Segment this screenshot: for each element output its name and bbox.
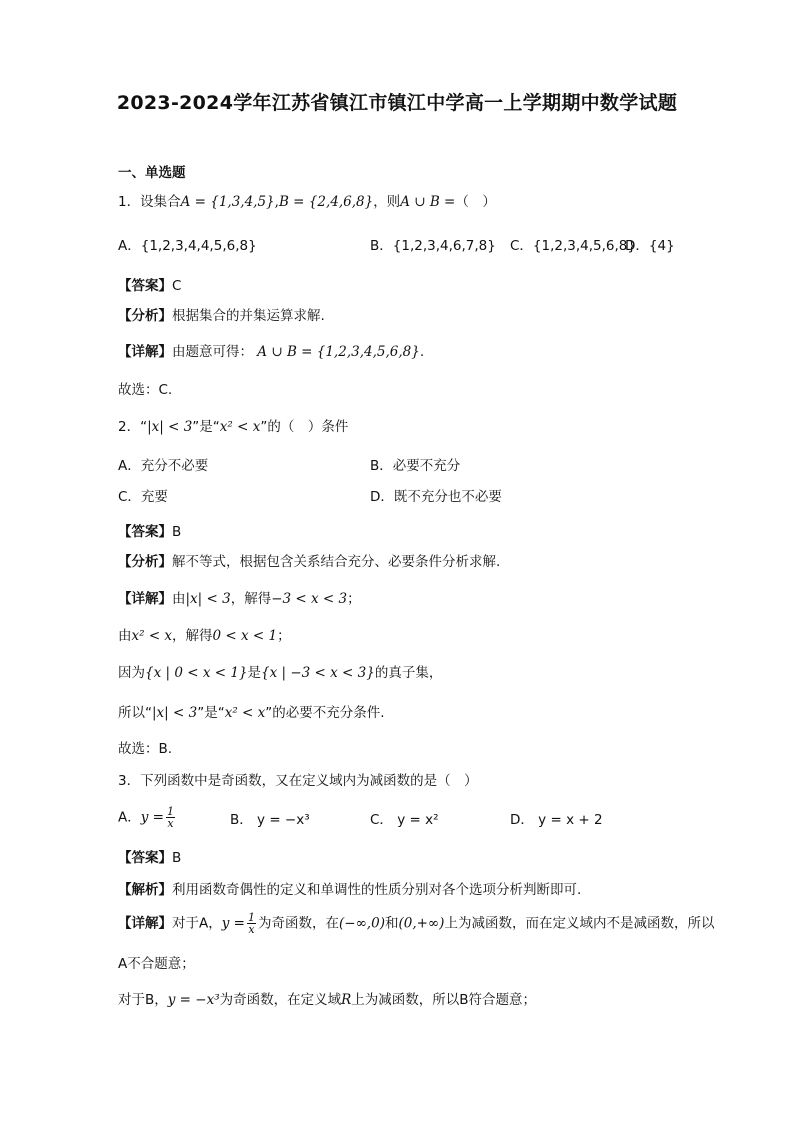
math-expression: {x | −3 < x < 3} (261, 665, 375, 681)
option-c: C．{1,2,3,4,5,6,8} (510, 238, 636, 254)
conclusion-line: 故选：B. (118, 741, 173, 757)
detail-text: 和 (384, 915, 399, 932)
stem-text: （ ） (455, 194, 496, 210)
detail-text: ； (347, 591, 361, 607)
detail-line: A不合题意； (118, 956, 195, 972)
math-expression: y = (221, 915, 245, 932)
math-expression: −3 < x < 3 (271, 591, 348, 607)
stem-text: ，则 (373, 194, 401, 210)
option-d: D． y = x + 2 (510, 812, 603, 828)
detail-text: 是 (247, 665, 262, 681)
detail-tag: 【详解】 (118, 591, 172, 607)
detail-text: ”的必要不充分条件. (265, 705, 385, 721)
stem-text: ”是“ (192, 419, 220, 435)
option-b: B． y = −x³ (230, 812, 310, 828)
analysis-line (118, 881, 581, 899)
answer-tag: 【答案】 (118, 524, 172, 540)
math-expression: A ∪ B = {1,2,3,4,5,6,8} (257, 344, 420, 360)
option-c: C． y = x² (370, 812, 439, 828)
fraction (247, 912, 256, 935)
analysis-tag: 【分析】 (118, 308, 172, 324)
analysis-text: 利用函数奇偶性的定义和单调性的性质分别对各个选项分析判断即可. (172, 882, 582, 898)
math-expression: A ∪ B = (400, 194, 456, 210)
option-a (118, 806, 177, 829)
detail-text: 上为减函数，而在定义域内不是减函数，所以 (444, 915, 715, 932)
detail-text: ，解得 (230, 591, 272, 607)
option-a: A．{1,2,3,4,4,5,6,8} (118, 238, 257, 254)
math-expression: x² < x (219, 419, 261, 435)
answer-line (118, 523, 181, 541)
detail-line (118, 627, 291, 645)
conclusion-line: 故选：C. (118, 382, 173, 398)
detail-line (118, 664, 442, 682)
fraction-denominator: x (167, 817, 174, 830)
math-expression: 0 < x < 1 (212, 628, 278, 644)
analysis-tag: 【分析】 (118, 554, 172, 570)
stem-text: ”的（ ）条件 (260, 419, 349, 435)
math-expression: (−∞,0) (338, 915, 385, 932)
detail-text: 由 (172, 591, 186, 607)
answer-value: B (172, 850, 182, 866)
option-label: A． (118, 809, 141, 826)
detail-text: 所以“ (118, 705, 152, 721)
detail-text: 对于A， (172, 915, 222, 932)
analysis-text: 解不等式，根据包含关系结合充分、必要条件分析求解. (172, 554, 501, 570)
detail-text: 的真子集， (374, 665, 443, 681)
analysis-line (118, 307, 325, 325)
detail-text: 由题意可得： (172, 344, 253, 360)
math-expression: |x| < 3 (147, 419, 193, 435)
question-2-stem (118, 418, 348, 436)
detail-line (118, 991, 536, 1009)
question-number: 3． (118, 773, 141, 789)
stem-text: “ (140, 419, 148, 435)
stem-text: 设集合 (140, 194, 181, 210)
detail-tag: 【详解】 (118, 915, 172, 932)
question-3-stem (118, 772, 478, 790)
analysis-text: 根据集合的并集运算求解. (172, 308, 325, 324)
answer-line (118, 277, 181, 295)
answer-line (118, 849, 181, 867)
option-c: C．充要 (118, 489, 168, 505)
math-expression: (0,+∞) (398, 915, 445, 932)
fraction-numerator: 1 (247, 911, 255, 924)
detail-text: 由 (118, 628, 132, 644)
math-expression: y = (140, 809, 164, 826)
option-a: A．充分不必要 (118, 458, 209, 474)
option-d: D．既不充分也不必要 (370, 489, 502, 505)
detail-text: ； (277, 628, 291, 644)
math-expression: R (341, 992, 352, 1008)
analysis-tag: 【解析】 (118, 882, 172, 898)
question-number: 2． (118, 419, 141, 435)
answer-value: C (172, 278, 182, 294)
fraction-denominator: x (248, 923, 255, 936)
math-expression: y = −x³ (167, 992, 220, 1008)
option-b: B．{1,2,3,4,6,7,8} (370, 238, 496, 254)
detail-text: . (419, 344, 425, 360)
detail-line (118, 590, 361, 608)
stem-text: 下列函数中是奇函数，又在定义域内为减函数的是（ ） (140, 773, 478, 789)
question-number: 1． (118, 194, 141, 210)
detail-line (118, 704, 385, 722)
answer-tag: 【答案】 (118, 850, 172, 866)
detail-text: ，解得 (172, 628, 213, 644)
detail-tag: 【详解】 (118, 344, 172, 360)
detail-line (118, 343, 424, 361)
detail-text: ”是“ (197, 705, 225, 721)
answer-value: B (172, 524, 182, 540)
detail-text: 为奇函数，在 (257, 915, 339, 932)
fraction (166, 806, 175, 829)
detail-text: 因为 (118, 665, 145, 681)
math-expression: x² < x (224, 705, 266, 721)
detail-line (118, 912, 714, 935)
math-expression: {x | 0 < x < 1} (145, 665, 248, 681)
question-1-stem (118, 193, 496, 211)
analysis-line (118, 553, 500, 571)
math-expression: B = {2,4,6,8} (278, 194, 374, 210)
option-b: B．必要不充分 (370, 458, 461, 474)
page-title: 2023-2024学年江苏省镇江市镇江中学高一上学期期中数学试题 (116, 92, 678, 114)
math-expression: |x| < 3 (152, 705, 198, 721)
detail-text: 上为减函数，所以B符合题意； (351, 992, 537, 1008)
math-expression: |x| < 3 (185, 591, 231, 607)
stem-text: , (274, 194, 279, 210)
math-expression: x² < x (131, 628, 173, 644)
math-expression: A = {1,3,4,5} (180, 194, 275, 210)
fraction-numerator: 1 (166, 805, 174, 818)
section-heading: 一、单选题 (118, 165, 186, 181)
option-d: D．{4} (625, 238, 675, 254)
answer-tag: 【答案】 (118, 278, 172, 294)
detail-text: 为奇函数，在定义域 (219, 992, 342, 1008)
detail-text: 对于B， (118, 992, 168, 1008)
